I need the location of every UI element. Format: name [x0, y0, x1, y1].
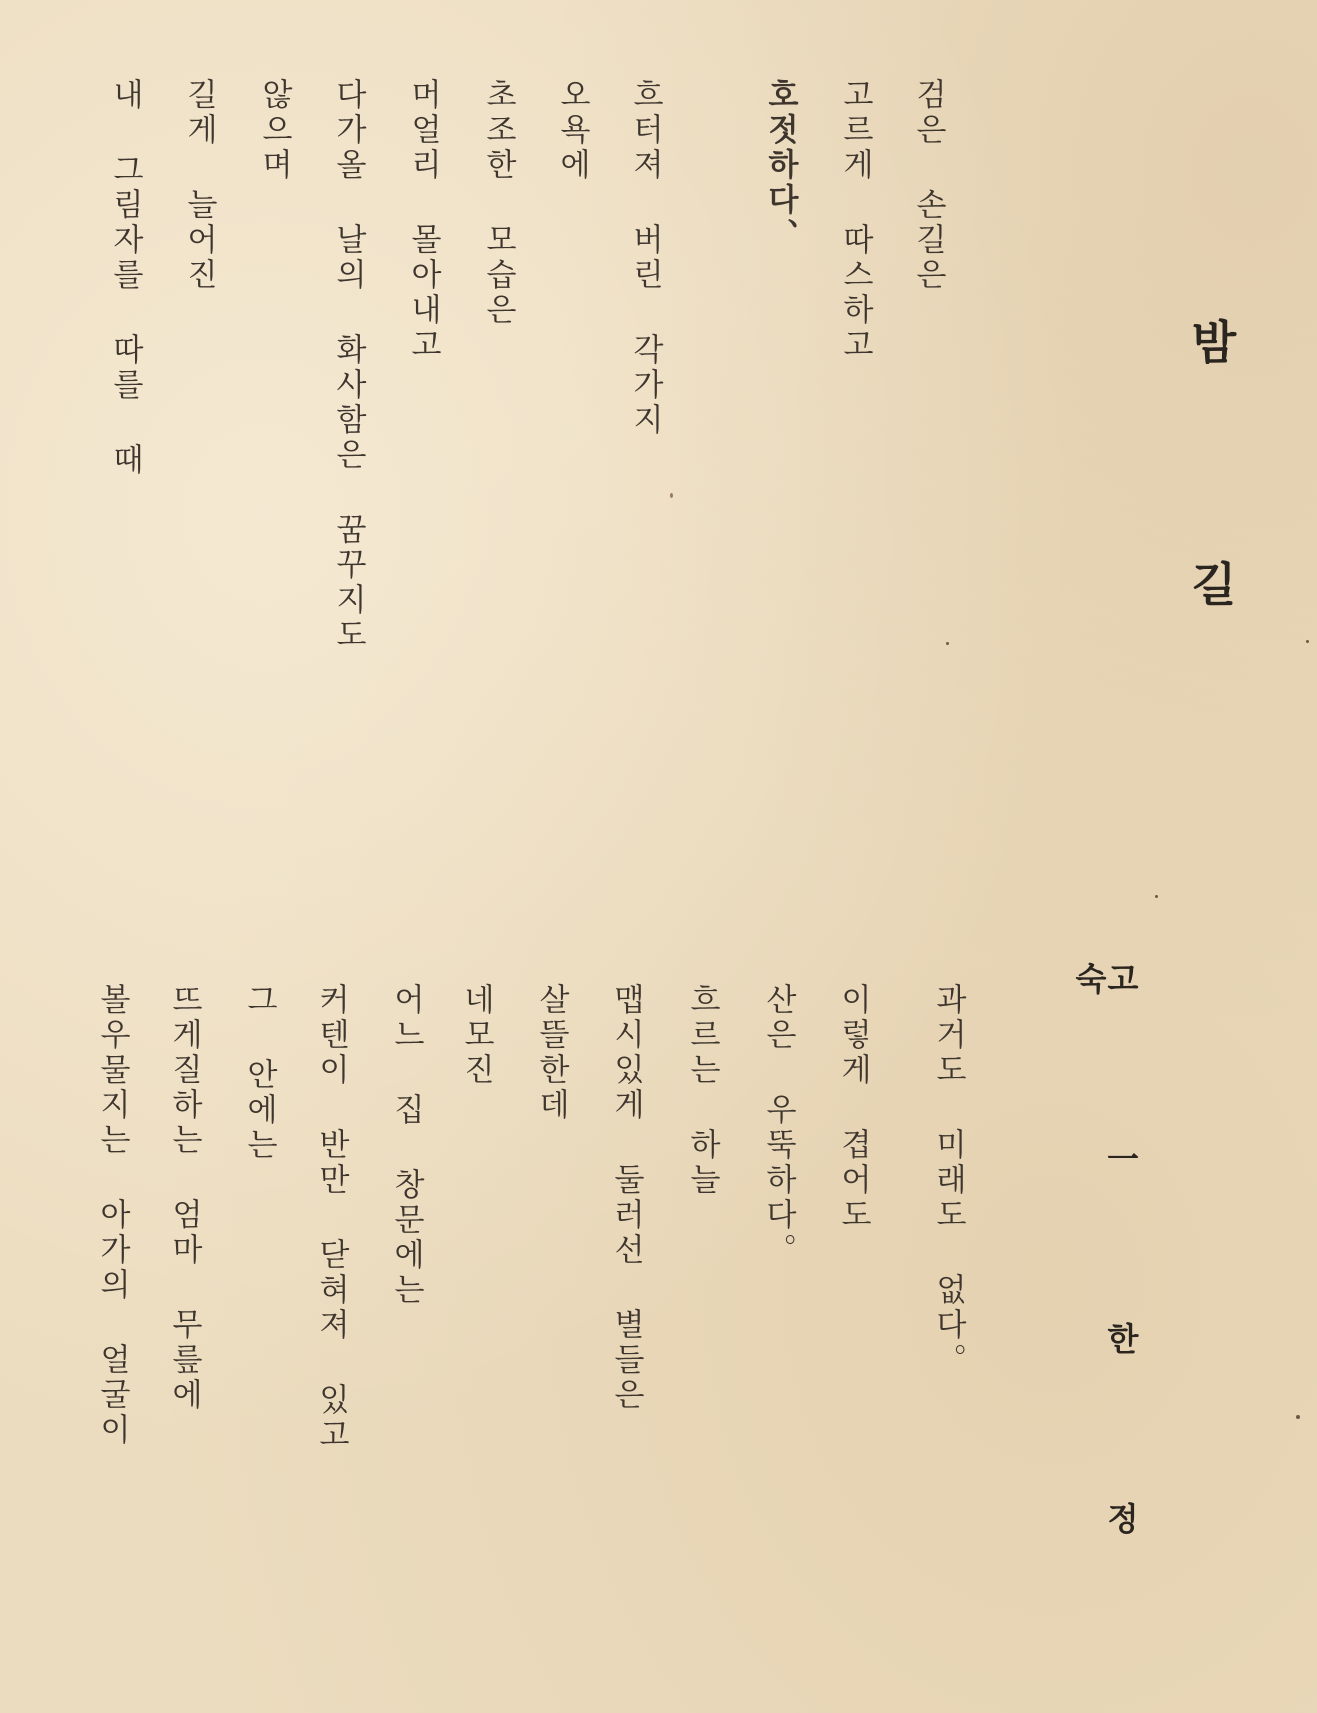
stanza2-line-8: 어느 집 창문에는: [388, 983, 424, 1308]
stanza2-line-1: 과거도 미래도 없다。: [930, 983, 966, 1378]
stanza2-line-10: 그 안에는: [241, 983, 277, 1163]
stanza2-line-12: 볼우물지는 아가의 얼굴이: [94, 983, 130, 1448]
stanza1-line-3: 호젓하다、: [762, 78, 798, 253]
stanza1-line-4: 흐터져 버린 각가지: [627, 78, 663, 438]
stanza1-line-5: 오욕에: [554, 78, 590, 183]
stanza1-line-9: 않으며: [256, 78, 292, 183]
stanza2-line-9: 커텐이 반만 닫혀져 있고: [313, 983, 349, 1453]
paper-speck: [1155, 895, 1158, 898]
stanza1-line-10: 길게 늘어진: [181, 78, 217, 293]
stanza1-line-2: 고르게 따스하고: [837, 78, 873, 363]
stanza2-line-4: 흐르는 하늘: [684, 983, 720, 1198]
paper-speck: [946, 642, 949, 645]
stanza1-line-1: 검은 손길은: [910, 78, 946, 293]
stanza1-line-7: 머얼리 몰아내고: [405, 78, 441, 363]
paper-speck: [1296, 1415, 1300, 1419]
stanza1-line-8: 다가올 날의 화사함은 꿈꾸지도: [330, 78, 366, 653]
stanza2-line-7: 네모진: [458, 983, 494, 1088]
stanza2-line-11: 뜨게질하는 엄마 무릎에: [166, 983, 202, 1413]
poem-author: 고一한정숙: [1070, 962, 1140, 1682]
stanza2-line-3: 산은 우뚝하다。: [760, 983, 796, 1268]
stanza1-line-6: 초조한 모습은: [480, 78, 516, 328]
stanza2-line-6: 살뜰한데: [533, 983, 569, 1123]
paper-speck: [1306, 640, 1309, 643]
poem-title: 밤길: [1184, 318, 1238, 802]
stanza2-line-5: 맵시있게 둘러선 별들은: [608, 983, 644, 1413]
stanza2-line-2: 이렇게 겹어도: [835, 983, 871, 1233]
paper-speck: [670, 493, 673, 498]
stanza1-line-11: 내 그림자를 따를 때: [107, 78, 143, 478]
